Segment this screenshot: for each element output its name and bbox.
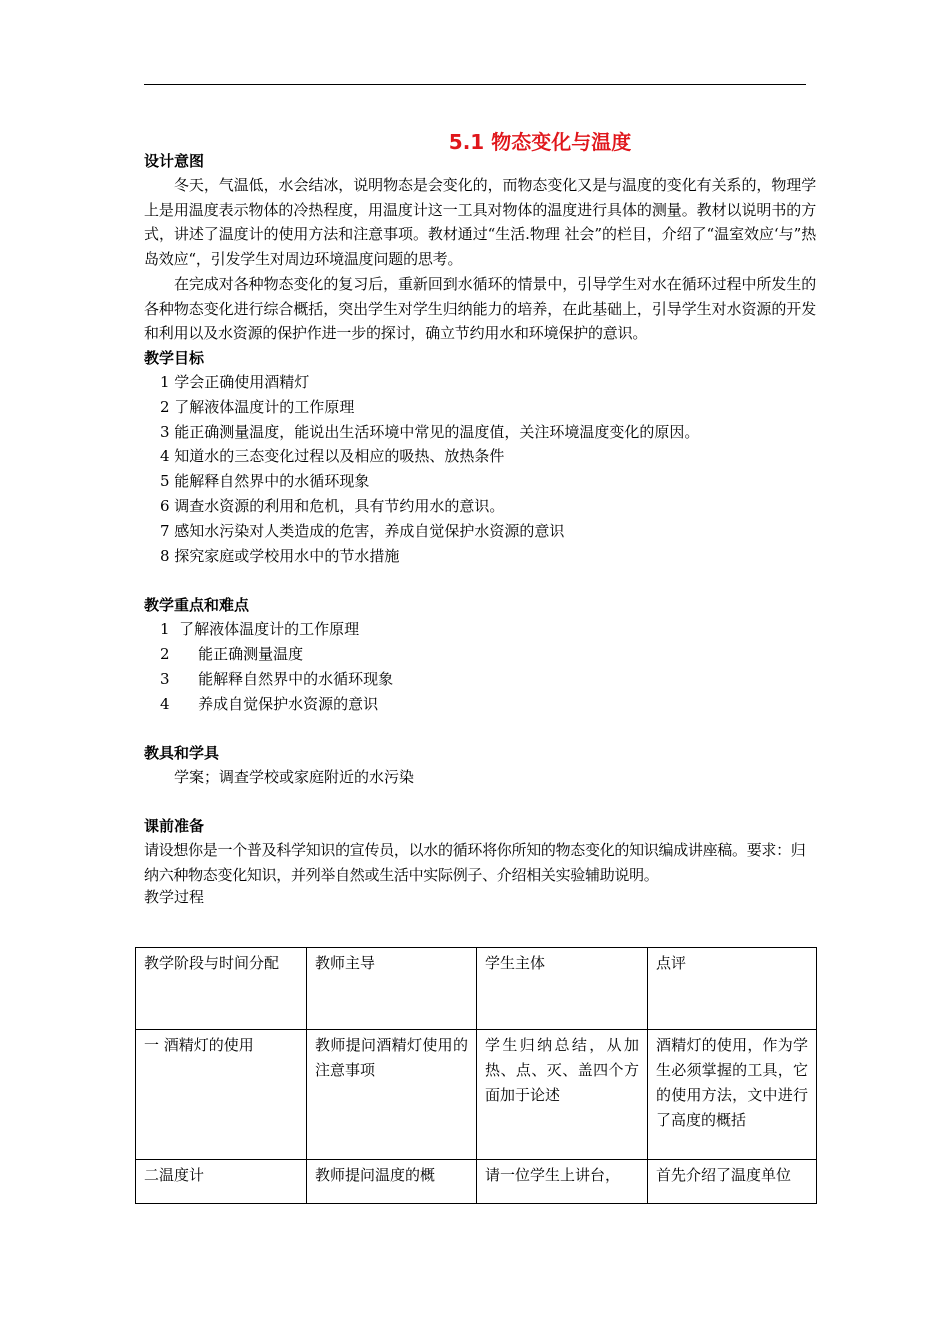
keypoints-list	[144, 617, 816, 716]
table-header-cell: 学生主体	[477, 948, 648, 1030]
list-item: 2 能正确测量温度	[160, 645, 304, 664]
design-paragraph-1: 冬天，气温低，水会结冰，说明物态是会变化的，而物态变化又是与温度的变化有关系的，物理学上是用温度表示物体的冷热程度，用温度计这一工具对物体的温度进行具体的测量。教材以说明书的方式，讲述了温度计的使用方法和注意事项。教材通过“生活.物理 社会”的栏目，介绍了“温室效应‘与”热岛效应“，引发学生对周边环境温度问题的思考。	[144, 176, 816, 269]
document-body	[144, 149, 816, 907]
process-caption: 教学过程	[144, 888, 205, 907]
list-item: 5 能解释自然界中的水循环现象	[160, 472, 370, 491]
header-rule	[144, 84, 806, 85]
table-cell: 学生归纳总结，从加热、点、灭、盖四个方面加于论述	[477, 1030, 648, 1160]
list-item: 3 能正确测量温度，能说出生活环境中常见的温度值，关注环境温度变化的原因。	[160, 422, 700, 441]
prep-heading: 课前准备	[144, 817, 205, 836]
table-row	[136, 1160, 817, 1204]
keypoints-heading: 教学重点和难点	[144, 596, 250, 615]
list-item: 1 了解液体温度计的工作原理	[160, 620, 360, 639]
document-title: 5.1 物态变化与温度	[448, 130, 632, 154]
tools-heading: 教具和学具	[144, 744, 220, 763]
table-header-cell: 点评	[648, 948, 817, 1030]
table-cell: 一 酒精灯的使用	[136, 1030, 307, 1160]
table-cell: 首先介绍了温度单位	[648, 1160, 817, 1204]
prep-text: 请设想你是一个普及科学知识的宣传员，以水的循环将你所知的物态变化的知识编成讲座稿。要求：归纳六种物态变化知识，并列举自然或生活中实际例子、介绍相关实验辅助说明。	[144, 841, 806, 884]
table-header-row	[136, 948, 817, 1030]
design-heading: 设计意图	[144, 152, 205, 170]
table-cell: 教师提问温度的概	[307, 1160, 477, 1204]
table-row	[136, 1030, 817, 1160]
list-item: 4 养成自觉保护水资源的意识	[160, 694, 379, 713]
list-item: 8 探究家庭或学校用水中的节水措施	[160, 546, 400, 565]
list-item: 6 调查水资源的利用和危机，具有节约用水的意识。	[160, 496, 505, 515]
list-item: 4 知道水的三态变化过程以及相应的吸热、放热条件	[160, 447, 505, 466]
tools-text: 学案；调查学校或家庭附近的水污染	[174, 768, 415, 787]
list-item: 1 学会正确使用酒精灯	[160, 372, 310, 391]
goals-list	[144, 370, 816, 568]
table-header-cell: 教师主导	[307, 948, 477, 1030]
list-item: 7 感知水污染对人类造成的危害，养成自觉保护水资源的意识	[160, 521, 565, 540]
table-cell: 请一位学生上讲台，	[477, 1160, 648, 1204]
goals-heading: 教学目标	[144, 348, 205, 367]
design-paragraph-2: 在完成对各种物态变化的复习后，重新回到水循环的情景中，引导学生对水在循环过程中所发生的各种物态变化进行综合概括，突出学生对学生归纳能力的培养，在此基础上，引导学生对水资源的开发和利用以及水资源的保护作进一步的探讨，确立节约用水和环境保护的意识。	[144, 274, 816, 343]
list-item: 3 能解释自然界中的水循环现象	[160, 669, 394, 688]
teaching-process-table	[135, 947, 817, 1204]
table-cell: 二温度计	[136, 1160, 307, 1204]
list-item: 2 了解液体温度计的工作原理	[160, 397, 355, 416]
table-header-cell: 教学阶段与时间分配	[136, 948, 307, 1030]
table-cell: 酒精灯的使用，作为学生必须掌握的工具，它的使用方法，文中进行了高度的概括	[648, 1030, 817, 1160]
table-cell: 教师提问酒精灯使用的注意事项	[307, 1030, 477, 1160]
